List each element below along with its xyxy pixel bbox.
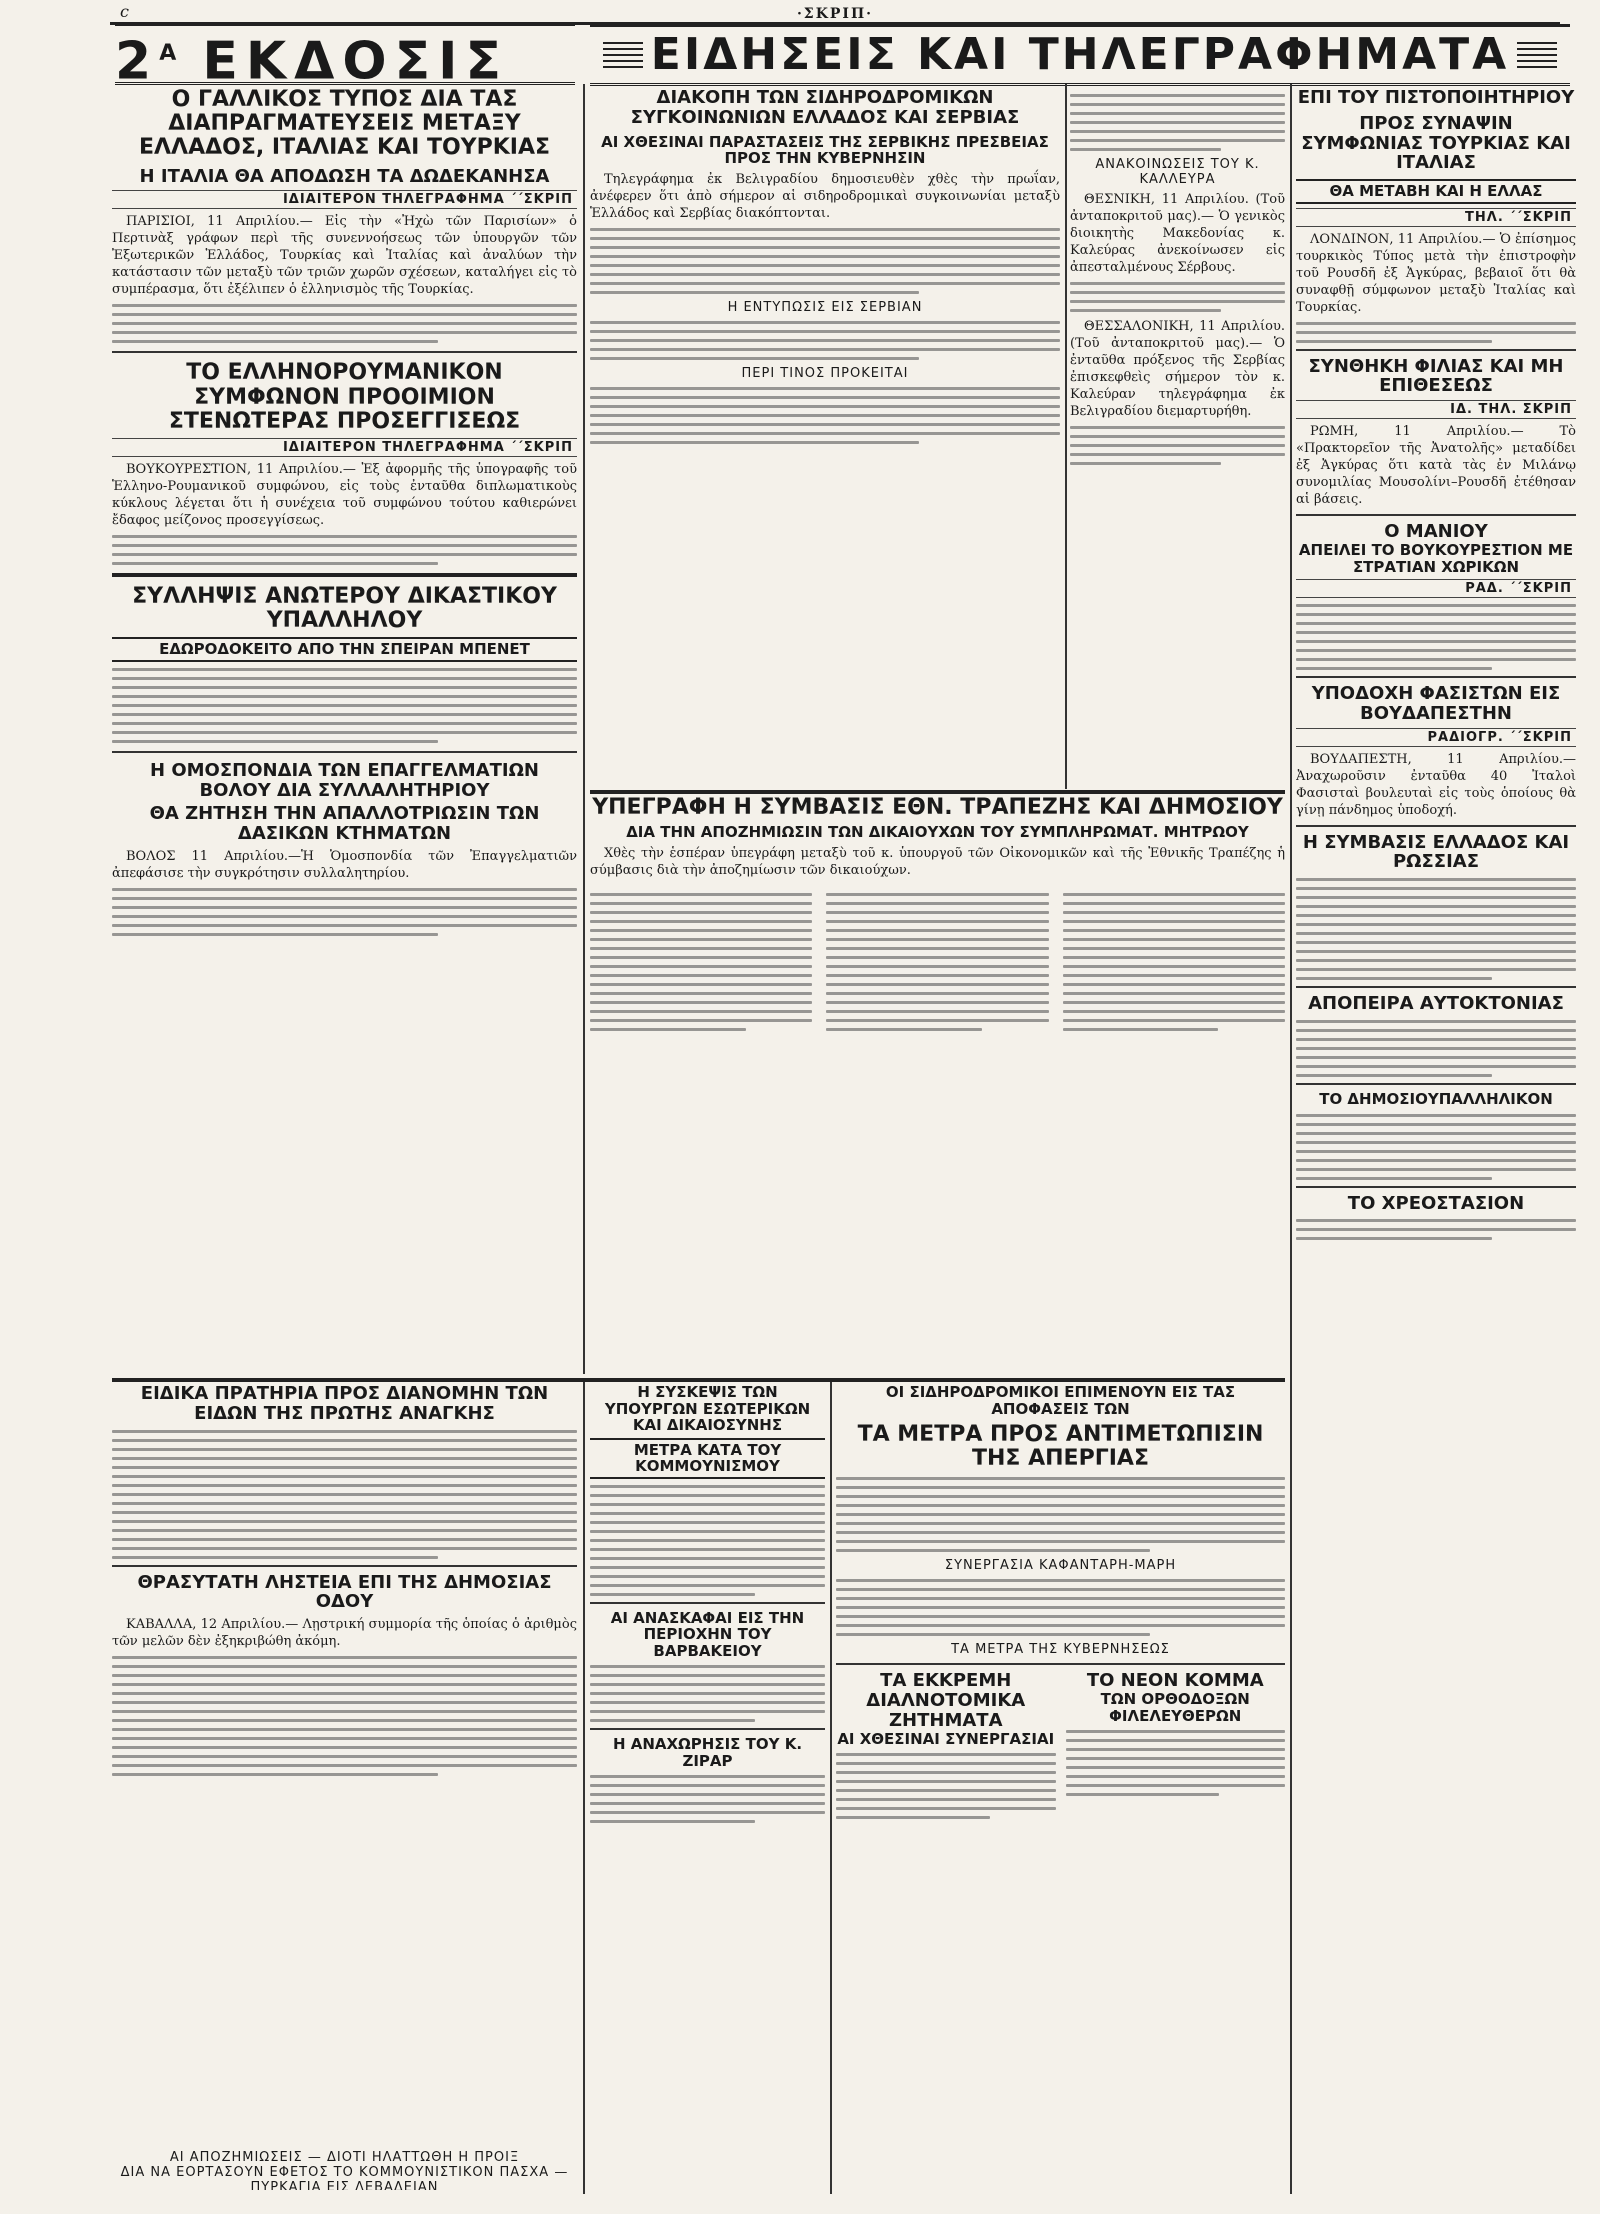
article-body-lines <box>1070 282 1285 312</box>
top-rule <box>110 2 1560 25</box>
article-body-lines <box>826 887 1048 1037</box>
headline-arrest-official: ΣΥΛΛΗΨΙΣ ΑΝΩΤΕΡΟΥ ΔΙΚΑΣΤΙΚΟΥ ΥΠΑΛΛΗΛΟΥ <box>132 583 557 634</box>
article-body-lines <box>1296 322 1576 343</box>
headline-civil-servants: ΤΟ ΔΗΜΟΣΙΟΥΠΑΛΛΗΛΙΚΟΝ <box>1319 1090 1553 1109</box>
article-body-lines <box>590 321 1060 360</box>
headline-friendship-treaty: ΣΥΝΘΗΚΗ ΦΙΛΙΑΣ ΚΑΙ ΜΗ ΕΠΙΘΕΣΕΩΣ <box>1308 355 1564 397</box>
headline-maniu: Ο ΜΑΝΙΟΥ <box>1384 521 1488 543</box>
headline-pending-issues: ΤΑ ΕΚΚΡΕΜΗ ΔΙΑΛΝΟΤΟΜΙΚΑ ΖΗΤΗΜΑΤΑ <box>866 1670 1026 1731</box>
headline-easter: ΔΙΑ ΝΑ ΕΟΡΤΑΣΟΥΝ ΕΦΕΤΟΣ ΤΟ ΚΟΜΜΟΥΝΙΣΤΙΚΟΝ ΠΑΣΧΑ — ΠΥΡΚΑΓΙΑ ΕΙΣ ΛΕΒΑΔΕΙΑΝ <box>112 2165 577 2190</box>
article-lead: ΘΕΣΣΑΛΟΝΙΚΗ, 11 Απριλίου. (Τοῦ ἀνταποκριτοῦ μας).— Ὁ ἐνταῦθα πρόξενος τῆς Σερβίας ἐπισκεφθεὶς σήμερον τὸν κ. Καλεύραν τηλεγράφημα ἐκ Βελιγραδίου διεμαρτυρήθη. <box>1070 319 1285 419</box>
article-body-lines <box>112 888 577 936</box>
headline-special-stores: ΕΙΔΙΚΑ ΠΡΑΤΗΡΙΑ ΠΡΟΣ ΔΙΑΝΟΜΗΝ ΤΩΝ ΕΙΔΩΝ ΤΗΣ ΠΡΩΤΗΣ ΑΝΑΓΚΗΣ <box>140 1384 549 1424</box>
divider <box>590 1602 825 1604</box>
dispatch-caption: ΤΗΛ. ΄΄ΣΚΡΙΠ <box>1296 208 1576 227</box>
divider <box>1296 1186 1576 1188</box>
divider <box>1296 1083 1576 1085</box>
article-body-lines <box>112 668 577 743</box>
subheadline-forest-lands: ΘΑ ΖΗΤΗΣΗ ΤΗΝ ΑΠΑΛΛΟΤΡΙΩΣΙΝ ΤΩΝ ΔΑΣΙΚΩΝ ΚΤΗΜΑΤΩΝ <box>149 803 540 845</box>
page-mark: c <box>120 2 131 21</box>
headline-departure: Η ΑΝΑΧΩΡΗΣΙΣ ΤΟΥ Κ. ΖΙΡΑΡ <box>612 1735 803 1770</box>
headline-greek-italy-turkey: Ο ΓΑΛΛΙΚΟΣ ΤΥΠΟΣ ΔΙΑ ΤΑΣ ΔΙΑΠΡΑΓΜΑΤΕΥΣΕΙΣ ΜΕΤΑΞΥ ΕΛΛΑΔΟΣ, ΙΤΑΛΙΑΣ ΚΑΙ ΤΟΥΡΚΙΑΣ <box>139 88 550 161</box>
edition-word: ΕΚΔΟΣΙΣ <box>202 31 509 92</box>
headline-communist-easter: ΔΙΑ ΝΑ ΕΟΡΤΑΣΟΥΝ ΕΦΕΤΟΣ ΤΟ ΚΟΜΜΟΥΝΙΣΤΙΚΟΝ ΠΑΣΧΑ <box>120 2165 550 2180</box>
subheadline-turkey-italy: ΠΡΟΣ ΣΥΝΑΨΙΝ ΣΥΜΦΩΝΙΑΣ ΤΟΥΡΚΙΑΣ ΚΑΙ ΙΤΑΛΙΑΣ <box>1301 112 1571 174</box>
article-body-lines <box>1296 878 1576 980</box>
divider <box>590 790 1285 794</box>
edition-number: 2 <box>115 31 160 92</box>
article-body-lines <box>1070 94 1285 151</box>
subheadline-dodecanese: Η ΙΤΑΛΙΑ ΘΑ ΑΠΟΔΩΣΗ ΤΑ ΔΩΔΕΚΑΝΗΣΑ <box>139 165 550 187</box>
column-rule <box>583 1378 585 2194</box>
article-body-lines <box>1070 426 1285 465</box>
headline-fire-levadeia: ΠΥΡΚΑΓΙΑ ΕΙΣ ΛΕΒΑΔΕΙΑΝ <box>250 2180 439 2190</box>
divider <box>1296 514 1576 516</box>
column-bottom-center <box>836 1384 1285 2194</box>
article-body-lines <box>590 1775 825 1823</box>
divider <box>1296 349 1576 351</box>
subheadline-liberals: ΤΩΝ ΟΡΘΟΔΟΞΩΝ ΦΙΛΕΛΕΥΘΕΡΩΝ <box>1100 1690 1250 1725</box>
dispatch-caption: ΙΔ. ΤΗΛ. ΣΚΡΙΠ <box>1296 400 1576 419</box>
subheadline-communism: ΜΕΤΡΑ ΚΑΤΑ ΤΟΥ ΚΟΜΜΟΥΝΙΣΜΟΥ <box>590 1438 825 1479</box>
bottom-pair <box>836 1671 1285 1825</box>
article-pending-issues <box>836 1671 1056 1825</box>
article-lead: ΡΩΜΗ, 11 Απριλίου.— Τὸ «Πρακτορεῖον τῆς Ἀνατολῆς» μεταδίδει ἐξ Ἀγκύρας ὅτι κατὰ τὰς ἐν Μιλάνῳ συνομιλίας Μουσολίνι–Ρουσδῆ ἐτέθησαν αἱ βάσεις. <box>1296 424 1576 508</box>
article-lead: ΒΟΥΚΟΥΡΕΣΤΙΟΝ, 11 Απριλίου.— Ἐξ ἀφορμῆς τῆς ὑπογραφῆς τοῦ Ἑλληνο-Ρουμανικοῦ συμφώνου, εἰς τοὺς ἐνταῦθα διπλωματικοὺς κύκλους λέγεται ὅτι ἡ συνέχεια τοῦ συμφώνου τούτου καθιερώνει ἔδαφος μείζονος προσεγγίσεως. <box>112 461 577 528</box>
column-bottom-left <box>112 1384 577 2194</box>
section-subhead: ΑΝΑΚΟΙΝΩΣΕΙΣ ΤΟΥ Κ. ΚΑΛΛΕΥΡΑ <box>1095 157 1260 187</box>
dispatch-caption: ΡΑΔΙΟΓΡ. ΄΄ΣΚΡΙΠ <box>1296 728 1576 747</box>
dispatch-caption: ΙΔΙΑΙΤΕΡΟΝ ΤΗΛΕΓΡΑΦΗΜΑ ΄΄ΣΚΡΙΠ <box>112 190 577 209</box>
article-lead: ΒΟΛΟΣ 11 Απριλίου.—Ἡ Ὁμοσπονδία τῶν Ἐπαγγελματιῶν ἀπεφάσισε τὴν συγκρότησιν συλλαλητηρίου. <box>112 848 577 881</box>
headline-robbery: ΘΡΑΣΥΤΑΤΗ ΛΗΣΤΕΙΑ ΕΠΙ ΤΗΣ ΔΗΜΟΣΙΑΣ ΟΔΟΥ <box>137 1571 552 1613</box>
column-bottom-left-extra <box>112 2150 577 2190</box>
column-rule <box>830 1378 832 2194</box>
dispatch-caption: ΙΔΙΑΙΤΕΡΟΝ ΤΗΛΕΓΡΑΦΗΜΑ ΄΄ΣΚΡΙΠ <box>112 438 577 457</box>
article-new-party <box>1066 1671 1286 1825</box>
subheadline-serbian-embassy: ΑΙ ΧΘΕΣΙΝΑΙ ΠΑΡΑΣΤΑΣΕΙΣ ΤΗΣ ΣΕΡΒΙΚΗΣ ΠΡΕΣΒΕΙΑΣ ΠΡΟΣ ΤΗΝ ΚΥΒΕΡΝΗΣΙΝ <box>601 132 1049 168</box>
section-subhead: ΣΥΝΕΡΓΑΣΙΑ ΚΑΦΑΝΤΑΡΗ-ΜΑΡΗ <box>944 1558 1177 1574</box>
subheadline-dowry: ΔΙΟΤΙ ΗΛΑΤΤΩΘΗ Η ΠΡΟΙΞ <box>326 2150 520 2165</box>
divider <box>112 1565 577 1567</box>
banner-rule-right <box>1517 42 1557 72</box>
column-middle-top <box>590 88 1060 788</box>
article-body-lines <box>590 387 1060 444</box>
article-lead: Τηλεγράφημα ἐκ Βελιγραδίου δημοσιευθὲν χθὲς τὴν πρωΐαν, ἀνέφερεν ὅτι ἀπὸ σήμερον αἱ σιδηροδρομικαὶ συγκοινωνίαι μεταξὺ Ἑλλάδος καὶ Σερβίας διακόπτονται. <box>590 171 1060 221</box>
article-body-lines <box>836 1753 1056 1819</box>
column-rule <box>583 84 585 1374</box>
column-bottom-middle <box>590 1384 825 2194</box>
article-body-lines <box>112 1430 577 1559</box>
section-subhead: Η ΕΝΤΥΠΩΣΙΣ ΕΙΣ ΣΕΡΒΙΑΝ <box>727 299 923 315</box>
article-body-lines <box>1066 1730 1286 1796</box>
article-national-bank <box>590 796 1285 1371</box>
headline-railway-workers: ΟΙ ΣΙΔΗΡΟΔΡΟΜΙΚΟΙ ΕΠΙΜΕΝΟΥΝ ΕΙΣ ΤΑΣ ΑΠΟΦΑΣΕΙΣ ΤΩΝ <box>885 1384 1236 1418</box>
article-body-lines <box>112 1656 577 1776</box>
headline-national-bank-agreement: ΥΠΕΓΡΑΦΗ Η ΣΥΜΒΑΣΙΣ ΕΘΝ. ΤΡΑΠΕΖΗΣ ΚΑΙ ΔΗΜΟΣΙΟΥ <box>592 796 1283 820</box>
headline-certificate: ΕΠΙ ΤΟΥ ΠΙΣΤΟΠΟΙΗΤΗΡΙΟΥ <box>1297 88 1575 108</box>
article-lead: ΠΑΡΙΣΙΟΙ, 11 Απριλίου.— Εἰς τὴν «Ἠχὼ τῶν Παρισίων» ὁ Περτινὰξ γράφων περὶ τῆς συνεννοήσεως τῶν ὑπουργῶν τῶν Ἐξωτερικῶν Ἑλλάδος, Τουρκίας καὶ Ἰταλίας καὶ ἀναλύων τὴν κατάστασιν τῶν μεταξὺ τῶν τριῶν χωρῶν σχέσεων, καταλήγει εἰς τὸ συμπέρασμα, ὅτι ἐξέλιπεν ὁ ἑλληνισμὸς τῆς Τουρκίας. <box>112 214 577 298</box>
subheadline-bribery: ΕΔΩΡΟΔΟΚΕΙΤΟ ΑΠΟ ΤΗΝ ΣΠΕΙΡΑΝ ΜΠΕΝΕΤ <box>112 637 577 662</box>
article-columns <box>590 883 1285 1041</box>
section-subhead: ΤΑ ΜΕΤΡΑ ΤΗΣ ΚΥΒΕΡΝΗΣΕΩΣ <box>951 1642 1170 1658</box>
article-body-lines <box>1063 887 1285 1037</box>
column-rule <box>1065 84 1067 789</box>
divider <box>112 751 577 753</box>
headline-dowry: ΑΙ ΑΠΟΖΗΜΙΩΣΕΙΣ — ΔΙΟΤΙ ΗΛΑΤΤΩΘΗ Η ΠΡΟΙΞ <box>169 2150 520 2165</box>
banner-title: ΕΙΔΗΣΕΙΣ ΚΑΙ ΤΗΛΕΓΡΑΦΗΜΑΤΑ <box>650 29 1510 80</box>
subheadline-strike-measures: ΤΑ ΜΕΤΡΑ ΠΡΟΣ ΑΝΤΙΜΕΤΩΠΙΣΙΝ ΤΗΣ ΑΠΕΡΓΙΑΣ <box>857 1422 1264 1472</box>
subheadline-meetings: ΑΙ ΧΘΕΣΙΝΑΙ ΣΥΝΕΡΓΑΣΙΑΙ <box>837 1729 1055 1748</box>
article-lead: ΘΕΣΝΙΚΗ, 11 Απριλίου. (Τοῦ ἀνταποκριτοῦ μας).— Ὁ γενικὸς διοικητὴς Μακεδονίας κ. Καλεύρας ἀνεκοίνωσεν εἰς ἀπεσταλμένους Σέρβους. <box>1070 192 1285 275</box>
article-body-lines <box>590 228 1060 294</box>
article-body-lines <box>590 887 812 1037</box>
headline-new-party: ΤΟ ΝΕΟΝ ΚΟΜΜΑ <box>1086 1670 1264 1692</box>
headline-volos-federation: Η ΟΜΟΣΠΟΝΔΙΑ ΤΩΝ ΕΠΑΓΓΕΛΜΑΤΙΩΝ ΒΟΛΟΥ ΔΙΑ ΣΥΛΛΑΛΗΤΗΡΙΟΥ <box>150 759 539 801</box>
subheadline-greece-joins: ΘΑ ΜΕΤΑΒΗ ΚΑΙ Η ΕΛΛΑΣ <box>1296 179 1576 204</box>
article-body-lines <box>112 304 577 343</box>
column-middle-right <box>1070 88 1285 788</box>
article-body-lines <box>112 535 577 565</box>
article-body-lines <box>590 1485 825 1596</box>
divider <box>836 1663 1285 1665</box>
headline-greece-russia: Η ΣΥΜΒΑΣΙΣ ΕΛΛΑΔΟΣ ΚΑΙ ΡΩΣΣΙΑΣ <box>1302 831 1570 873</box>
paper-name: ·ΣΚΡΙΠ· <box>796 6 874 22</box>
headline-greek-romanian-pact: ΤΟ ΕΛΛΗΝΟΡΟΥΜΑΝΙΚΟΝ ΣΥΜΦΩΝΟΝ ΠΡΟΟΙΜΙΟΝ ΣΤΕΝΩΤΕΡΑΣ ΠΡΟΣΕΓΓΙΣΕΩΣ <box>168 360 521 434</box>
column-right <box>1296 88 1576 2194</box>
headline-compensations: ΑΙ ΑΠΟΖΗΜΙΩΣΕΙΣ <box>169 2150 303 2165</box>
article-body-lines <box>1296 1219 1576 1240</box>
headline-fascists-budapest: ΥΠΟΔΟΧΗ ΦΑΣΙΣΤΩΝ ΕΙΣ ΒΟΥΔΑΠΕΣΤΗΝ <box>1311 683 1561 724</box>
headline-suicide-attempt: ΑΠΟΠΕΙΡΑ ΑΥΤΟΚΤΟΝΙΑΣ <box>1308 993 1564 1015</box>
article-lead: ΛΟΝΔΙΝΟΝ, 11 Απριλίου.— Ὁ ἐπίσημος τουρκικὸς Τύπος μετὰ τὴν ἐπιστροφὴν τοῦ Ρουσδῆ ἐξ Ἀγκύρας, βεβαιοῖ ὅτι θὰ συναφθῇ σύμφωνον μεταξὺ Ἰταλίας καὶ Τουρκίας. <box>1296 231 1576 315</box>
column-rule <box>1290 84 1292 2194</box>
divider <box>1296 986 1576 988</box>
article-body-lines <box>836 1477 1285 1552</box>
divider <box>590 1728 825 1730</box>
headline-excavations: ΑΙ ΑΝΑΣΚΑΦΑΙ ΕΙΣ ΤΗΝ ΠΕΡΙΟΧΗΝ ΤΟΥ ΒΑΡΒΑΚΕΙΟΥ <box>610 1608 805 1660</box>
section-banner <box>590 24 1570 86</box>
subheadline-peasant-army: ΑΠΕΙΛΕΙ ΤΟ ΒΟΥΚΟΥΡΕΣΤΙΟΝ ΜΕ ΣΤΡΑΤΙΑΝ ΧΩΡΙΚΩΝ <box>1298 541 1574 576</box>
section-subhead: ΠΕΡΙ ΤΙΝΟΣ ΠΡΟΚΕΙΤΑΙ <box>741 365 909 381</box>
divider <box>112 573 577 577</box>
edition-superscript: Α <box>159 41 177 66</box>
article-lead: Χθὲς τὴν ἑσπέραν ὑπεγράφη μεταξὺ τοῦ κ. ὑπουργοῦ τῶν Οἰκονομικῶν καὶ τῆς Ἐθνικῆς Τραπέζης ἡ σύμβασις διὰ τὴν ἀποζημίωσιν τῶν δικαιούχων. <box>590 845 1285 878</box>
banner-rule-left <box>603 42 643 72</box>
divider <box>112 1378 1285 1382</box>
article-body-lines <box>1296 604 1576 670</box>
article-body-lines <box>1296 1114 1576 1180</box>
divider <box>1296 676 1576 678</box>
divider <box>112 351 577 353</box>
divider <box>1296 825 1576 827</box>
article-lead: ΚΑΒΑΛΛΑ, 12 Απριλίου.— Λῃστρική συμμορία τῆς ὁποίας ὁ ἀριθμὸς τῶν μελῶν δὲν ἐξηκριβώθη ἀκόμη. <box>112 1617 577 1650</box>
dispatch-caption: ΡΑΔ. ΄΄ΣΚΡΙΠ <box>1296 579 1576 598</box>
edition-label <box>115 24 575 92</box>
headline-ministers-meeting: Η ΣΥΣΚΕΨΙΣ ΤΩΝ ΥΠΟΥΡΓΩΝ ΕΣΩΤΕΡΙΚΩΝ ΚΑΙ ΔΙΚΑΙΟΣΥΝΗΣ <box>604 1384 811 1434</box>
subheadline-compensation: ΔΙΑ ΤΗΝ ΑΠΟΖΗΜΙΩΣΙΝ ΤΩΝ ΔΙΚΑΙΟΥΧΩΝ ΤΟΥ ΣΥΜΠΛΗΡΩΜΑΤ. ΜΗΤΡΩΟΥ <box>626 823 1249 842</box>
article-lead: ΒΟΥΔΑΠΕΣΤΗ, 11 Απριλίου.— Ἀναχωροῦσιν ἐνταῦθα 40 Ἰταλοὶ Φασισταὶ βουλευταὶ εἰς τοὺς ὁποίους θὰ γίνῃ πάνδημος ὑποδοχή. <box>1296 751 1576 818</box>
article-body-lines <box>1296 1020 1576 1077</box>
column-left <box>112 88 577 1374</box>
headline-debtors-prison: ΤΟ ΧΡΕΟΣΤΑΣΙΟΝ <box>1347 1192 1525 1214</box>
article-body-lines <box>590 1665 825 1722</box>
headline-rail-interruption: ΔΙΑΚΟΠΗ ΤΩΝ ΣΙΔΗΡΟΔΡΟΜΙΚΩΝ ΣΥΓΚΟΙΝΩΝΙΩΝ ΕΛΛΑΔΟΣ ΚΑΙ ΣΕΡΒΙΑΣ <box>630 88 1020 128</box>
article-body-lines <box>836 1579 1285 1636</box>
